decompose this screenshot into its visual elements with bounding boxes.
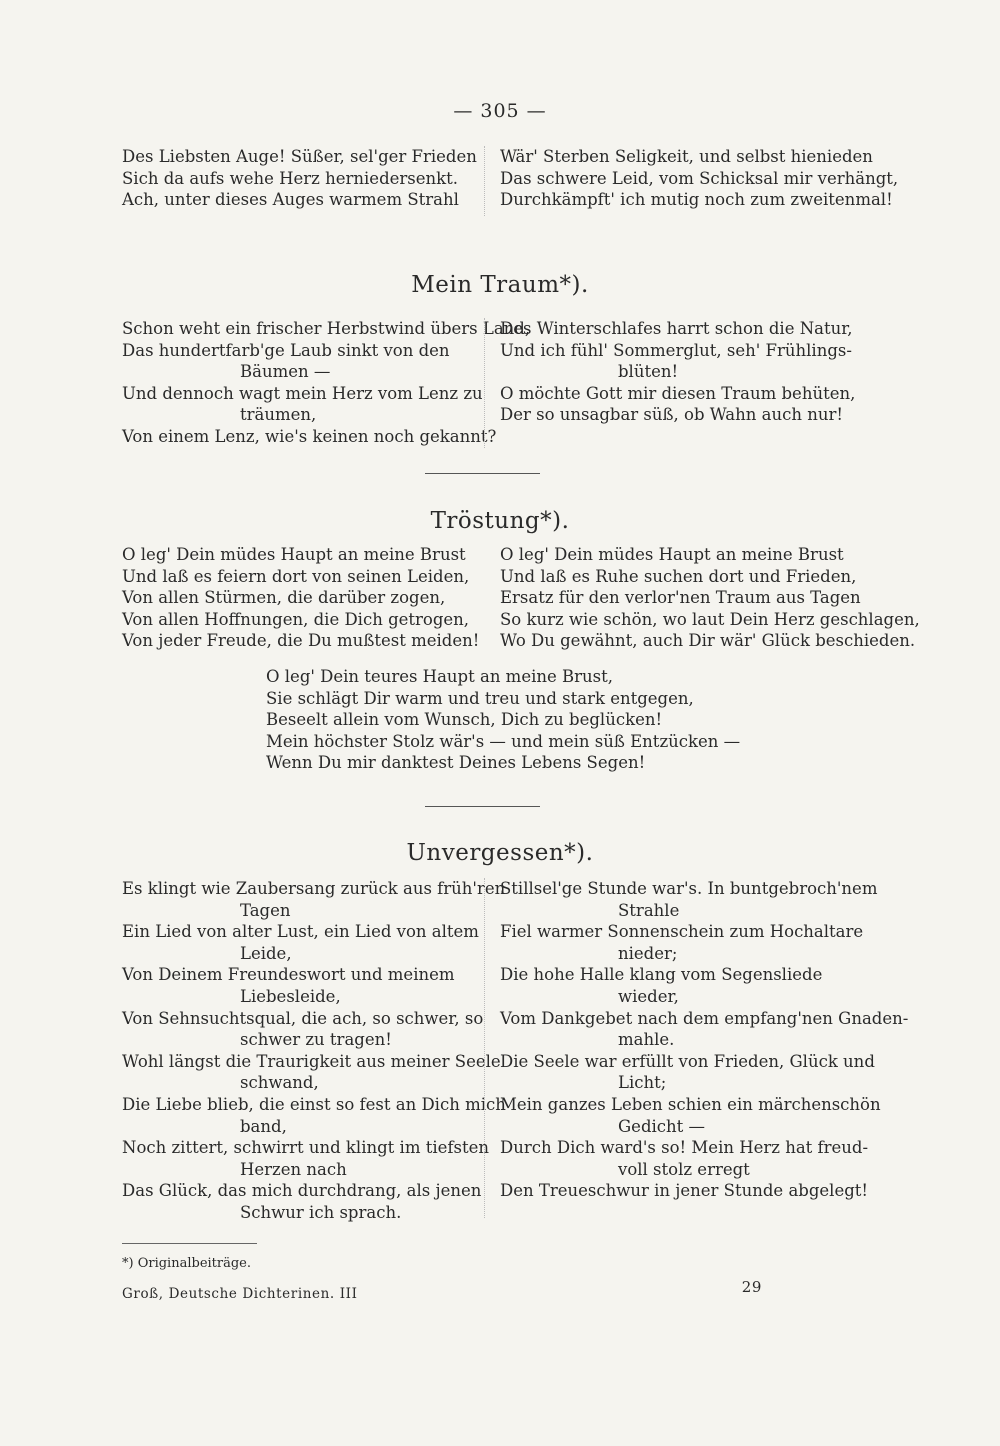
verse-line: schwand, bbox=[240, 1073, 319, 1093]
verse-line: Ersatz für den verlor'nen Traum aus Tagen bbox=[500, 588, 861, 608]
poem-title-mein-traum: Mein Traum*). bbox=[411, 272, 589, 298]
page-footer bbox=[122, 1278, 762, 1302]
verse-line: Des Winterschlafes harrt schon die Natur, bbox=[500, 319, 853, 338]
verse-line: Die Seele war erfüllt von Frieden, Glück und bbox=[500, 1051, 875, 1071]
verse-line: Beseelt allein vom Wunsch, Dich zu beglücken! bbox=[266, 710, 663, 730]
verse-line: Des Liebsten Auge! Süßer, sel'ger Frieden bbox=[122, 147, 477, 166]
verse-line: Strahle bbox=[618, 900, 680, 920]
verse-line: Vom Dankgebet nach dem empfang'nen Gnaden- bbox=[500, 1008, 909, 1028]
page-number: — 305 — bbox=[453, 100, 547, 122]
verse-line: Ein Lied von alter Lust, ein Lied von altem bbox=[122, 922, 479, 942]
verse-line: Mein ganzes Leben schien ein märchenschön bbox=[500, 1094, 881, 1114]
verse-line: Und ich fühl' Sommerglut, seh' Frühlings- bbox=[500, 340, 852, 360]
verse-line: Und laß es Ruhe suchen dort und Frieden, bbox=[500, 566, 857, 586]
verse-line: Mein höchster Stolz wär's — und mein süß Entzücken — bbox=[266, 731, 741, 751]
verse-line: Wo Du gewähnt, auch Dir wär' Glück beschieden. bbox=[500, 631, 916, 651]
verse-line: Liebesleide, bbox=[240, 986, 341, 1006]
section-divider bbox=[425, 473, 540, 474]
verse-line: Und laß es feiern dort von seinen Leiden, bbox=[122, 566, 470, 586]
column-gutter bbox=[484, 318, 485, 448]
verse-line: Und dennoch wagt mein Herz vom Lenz zu bbox=[122, 383, 483, 403]
top-left-stanza bbox=[122, 146, 477, 211]
verse-line: Bäumen — bbox=[240, 362, 331, 382]
verse-line: schwer zu tragen! bbox=[240, 1030, 392, 1050]
verse-line: Licht; bbox=[618, 1073, 667, 1093]
verse-line: Sich da aufs wehe Herz herniedersenkt. bbox=[122, 168, 459, 188]
verse-line: O leg' Dein müdes Haupt an meine Brust bbox=[122, 545, 466, 564]
footer-source: Groß, Deutsche Dichterinen. III bbox=[122, 1286, 358, 1302]
verse-line: Durchkämpft' ich mutig noch zum zweitenmal! bbox=[500, 190, 893, 210]
verse-line: Von einem Lenz, wie's keinen noch gekannt? bbox=[122, 426, 497, 446]
verse-line: Wär' Sterben Seligkeit, und selbst hienieden bbox=[500, 147, 873, 166]
signature-mark: 29 bbox=[741, 1278, 762, 1296]
footnote: *) Originalbeiträge. bbox=[122, 1256, 252, 1271]
troestung-right-stanza bbox=[500, 544, 920, 652]
verse-line: Wenn Du mir danktest Deines Lebens Segen! bbox=[266, 753, 646, 773]
verse-line: O leg' Dein teures Haupt an meine Brust, bbox=[266, 667, 613, 686]
verse-line: Es klingt wie Zaubersang zurück aus früh'ren bbox=[122, 879, 506, 898]
verse-line: O leg' Dein müdes Haupt an meine Brust bbox=[500, 545, 844, 564]
verse-line: Das hundertfarb'ge Laub sinkt von den bbox=[122, 340, 450, 360]
verse-line: Von Deinem Freundeswort und meinem bbox=[122, 965, 455, 985]
verse-line: Von allen Hoffnungen, die Dich getrogen, bbox=[122, 609, 470, 629]
verse-line: O möchte Gott mir diesen Traum behüten, bbox=[500, 383, 856, 403]
verse-line: träumen, bbox=[240, 405, 317, 425]
footnote-rule bbox=[122, 1243, 257, 1244]
verse-line: Der so unsagbar süß, ob Wahn auch nur! bbox=[500, 405, 843, 425]
verse-line: voll stolz erregt bbox=[618, 1159, 750, 1179]
verse-line: Herzen nach bbox=[240, 1159, 347, 1179]
verse-line: Den Treueschwur in jener Stunde abgelegt! bbox=[500, 1181, 869, 1201]
verse-line: Ach, unter dieses Auges warmem Strahl bbox=[122, 190, 459, 210]
verse-line: Durch Dich ward's so! Mein Herz hat freud- bbox=[500, 1138, 869, 1158]
verse-line: wieder, bbox=[618, 986, 679, 1006]
verse-line: Das schwere Leid, vom Schicksal mir verhängt, bbox=[500, 168, 899, 188]
mein-traum-right-stanza bbox=[500, 318, 855, 426]
verse-line: Tagen bbox=[240, 900, 291, 920]
verse-line: Die hohe Halle klang vom Segensliede bbox=[500, 965, 823, 985]
verse-line: Gedicht — bbox=[618, 1116, 706, 1136]
verse-line: Das Glück, das mich durchdrang, als jenen bbox=[122, 1181, 482, 1201]
top-right-stanza bbox=[500, 146, 898, 211]
unvergessen-right-stanza bbox=[500, 878, 908, 1202]
verse-line: Schon weht ein frischer Herbstwind übers Land, bbox=[122, 319, 531, 338]
verse-line: Fiel warmer Sonnenschein zum Hochaltare bbox=[500, 922, 864, 942]
verse-line: Von Sehnsuchtsqual, die ach, so schwer, so bbox=[122, 1008, 484, 1028]
verse-line: Leide, bbox=[240, 943, 292, 963]
mein-traum-left-stanza bbox=[122, 318, 530, 448]
column-gutter bbox=[484, 878, 485, 1218]
verse-line: Sie schlägt Dir warm und treu und stark entgegen, bbox=[266, 688, 694, 708]
verse-line: Wohl längst die Traurigkeit aus meiner Seele bbox=[122, 1051, 501, 1071]
verse-line: Von jeder Freude, die Du mußtest meiden! bbox=[122, 631, 480, 651]
verse-line: Stillsel'ge Stunde war's. In buntgebroch'nem bbox=[500, 879, 878, 898]
verse-line: band, bbox=[240, 1116, 287, 1136]
verse-line: Die Liebe blieb, die einst so fest an Dich mich bbox=[122, 1094, 506, 1114]
poem-title-troestung: Tröstung*). bbox=[430, 508, 570, 534]
verse-line: mahle. bbox=[618, 1030, 675, 1050]
verse-line: So kurz wie schön, wo laut Dein Herz geschlagen, bbox=[500, 609, 920, 629]
verse-line: Noch zittert, schwirrt und klingt im tiefsten bbox=[122, 1138, 489, 1158]
verse-line: nieder; bbox=[618, 943, 678, 963]
section-divider bbox=[425, 806, 540, 807]
verse-line: blüten! bbox=[618, 362, 679, 382]
verse-line: Schwur ich sprach. bbox=[240, 1202, 402, 1222]
column-gutter bbox=[484, 146, 485, 216]
verse-line: Von allen Stürmen, die darüber zogen, bbox=[122, 588, 446, 608]
troestung-left-stanza bbox=[122, 544, 479, 652]
troestung-center-stanza bbox=[266, 666, 740, 774]
unvergessen-left-stanza bbox=[122, 878, 506, 1224]
poem-title-unvergessen: Unvergessen*). bbox=[406, 840, 594, 866]
